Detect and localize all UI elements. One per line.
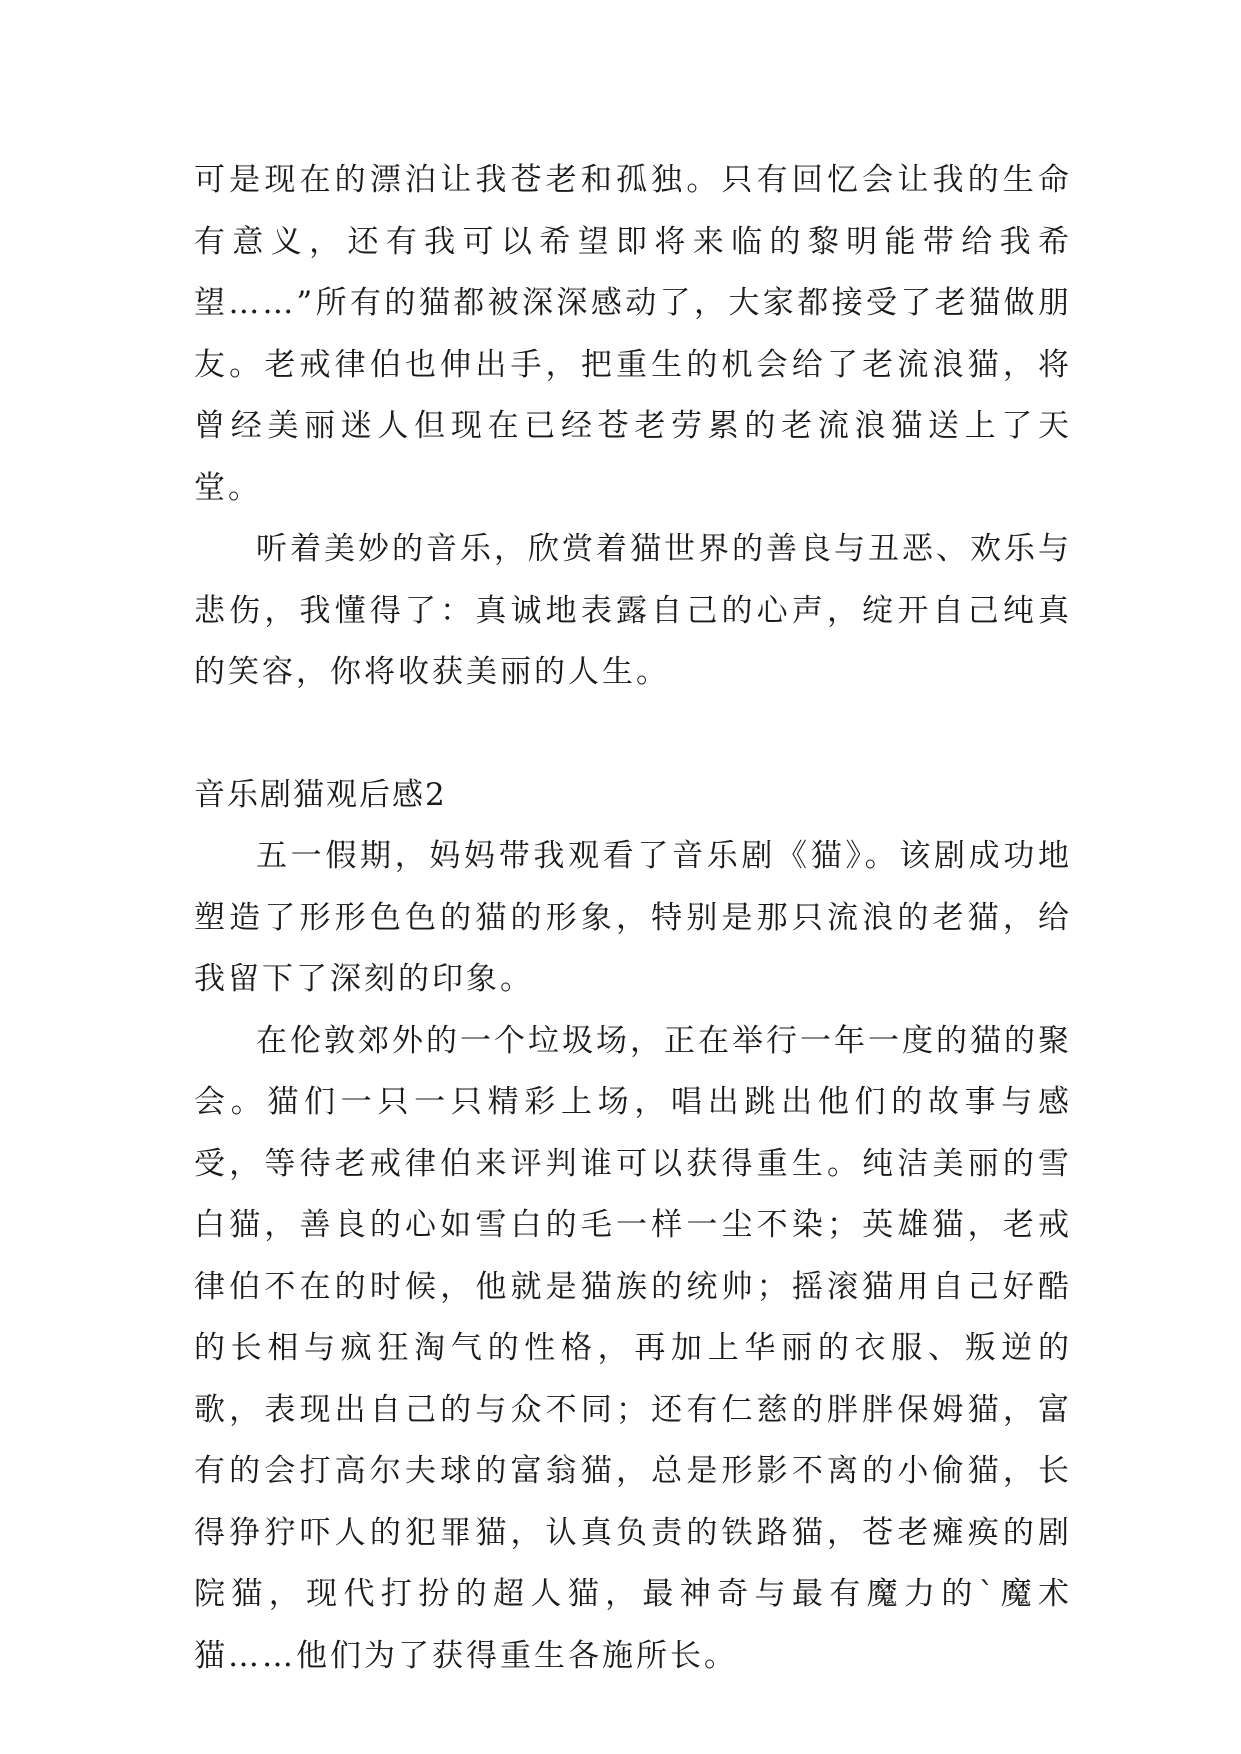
document-body: [194, 150, 1072, 1687]
section-paragraph-1: 五一假期，妈妈带我观看了音乐剧《猫》。该剧成功地塑造了形形色色的猫的形象，特别是那只流浪的老猫，给我留下了深刻的印象。: [194, 838, 1072, 997]
closing-paragraph: 听着美妙的音乐，欣赏着猫世界的善良与丑恶、欢乐与悲伤，我懂得了：真诚地表露自己的心声，绽开自己纯真的笑容，你将收获美丽的人生。: [194, 531, 1072, 690]
continuation-paragraph: 可是现在的漂泊让我苍老和孤独。只有回忆会让我的生命有意义，还有我可以希望即将来临的黎明能带给我希望……”所有的猫都被深深感动了，大家都接受了老猫做朋友。老戒律伯也伸出手，把重生的机会给了老流浪猫，将曾经美丽迷人但现在已经苍老劳累的老流浪猫送上了天堂。: [194, 162, 1072, 506]
section-title: 音乐剧猫观后感2: [194, 776, 447, 813]
section-paragraph-2: 在伦敦郊外的一个垃圾场，正在举行一年一度的猫的聚会。猫们一只一只精彩上场，唱出跳出他们的故事与感受，等待老戒律伯来评判谁可以获得重生。纯洁美丽的雪白猫，善良的心如雪白的毛一样一尘不染；英雄猫，老戒律伯不在的时候，他就是猫族的统帅；摇滚猫用自己好酷的长相与疯狂淘气的性格，再加上华丽的衣服、叛逆的歌，表现出自己的与众不同；还有仁慈的胖胖保姆猫，富有的会打高尔夫球的富翁猫，总是形影不离的小偷猫，长得狰狞吓人的犯罪猫，认真负责的铁路猫，苍老瘫痪的剧院猫，现代打扮的超人猫，最神奇与最有魔力的`魔术猫……他们为了获得重生各施所长。: [194, 1022, 1072, 1674]
